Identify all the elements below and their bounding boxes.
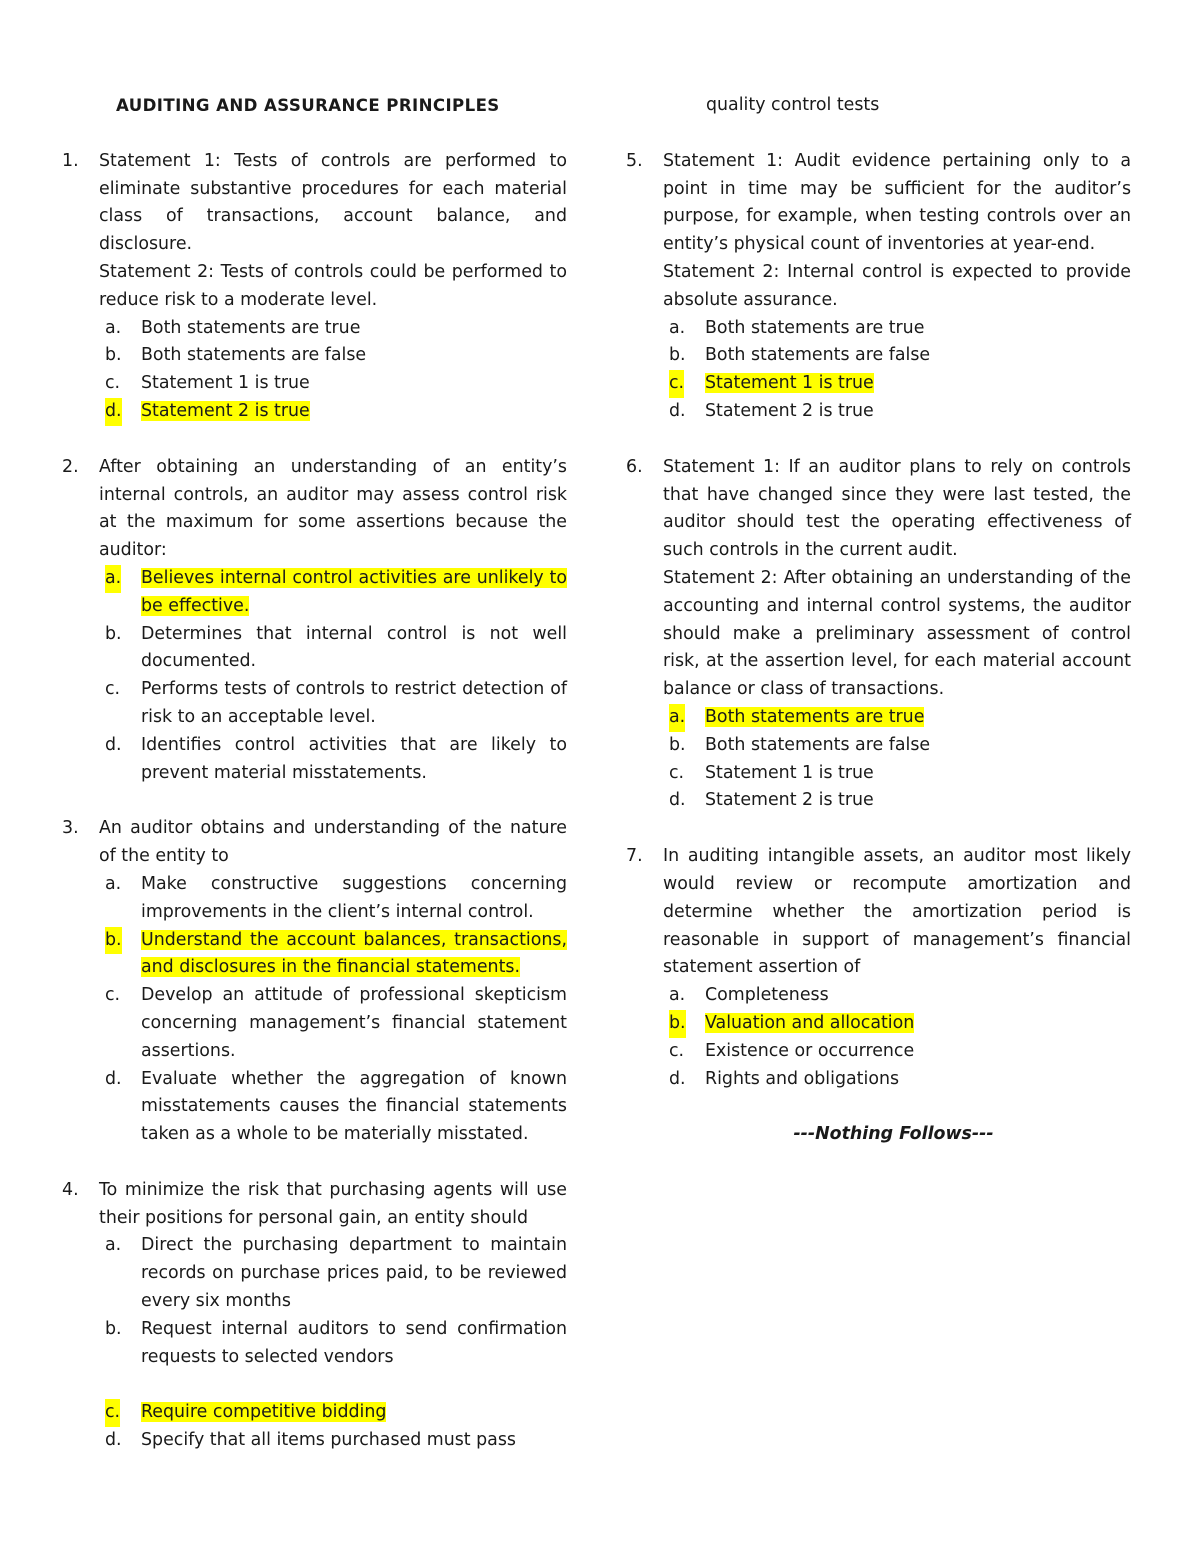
- option-text: Both statements are true: [141, 317, 361, 338]
- option-text: Both statements are false: [141, 345, 367, 366]
- option-b: [99, 1316, 567, 1372]
- question-statement-2: Statement 2: After obtaining an understanding of the accounting and internal control systems, the auditor should make a preliminary assessment of control risk, at the assertion level, for each material account balance or class of transactions.: [663, 567, 1131, 700]
- option-letter: d.: [105, 1068, 122, 1089]
- option-text: Make constructive suggestions concerning improvements in the client’s internal control.: [141, 873, 567, 922]
- option-letter: c.: [669, 762, 685, 783]
- options-list: [99, 1232, 567, 1454]
- question-statement-1: Statement 1: Audit evidence pertaining only to a point in time may be sufficient for the auditor’s purpose, for example, when testing controls over an entity’s physical count of inventories at year-end.: [663, 150, 1131, 255]
- option-c: [663, 760, 1131, 788]
- option-text: Statement 2 is true: [141, 400, 310, 421]
- option-text: Statement 2 is true: [705, 790, 874, 811]
- option-d: [99, 1066, 567, 1149]
- option-letter: d.: [105, 398, 122, 426]
- option-text: Statement 1 is true: [141, 373, 310, 394]
- option-text: Statement 1 is true: [705, 762, 874, 783]
- option-text: Require competitive bidding: [141, 1402, 387, 1423]
- option-text: Both statements are true: [705, 317, 925, 338]
- option-b: [99, 342, 567, 370]
- option-letter: c.: [105, 679, 121, 700]
- question-2: [62, 454, 567, 788]
- option-text: Determines that internal control is not well documented.: [141, 623, 567, 672]
- option-letter: b.: [669, 734, 686, 755]
- option-c: [99, 982, 567, 1065]
- question-number: 5.: [626, 150, 643, 171]
- option-letter: c.: [669, 1040, 685, 1061]
- question-statement-2: Statement 2: Internal control is expected to provide absolute assurance.: [663, 261, 1131, 310]
- options-list: [663, 315, 1131, 426]
- question-6: [626, 454, 1131, 815]
- option-letter: a.: [105, 1235, 122, 1256]
- option-text: Direct the purchasing department to maintain records on purchase prices paid, to be reviewed every six months: [141, 1235, 567, 1312]
- option-b: [663, 342, 1131, 370]
- option-a-highlighted: [663, 704, 1131, 732]
- question-number: 3.: [62, 818, 79, 839]
- option-b-highlighted: [99, 927, 567, 983]
- option-text: Specify that all items purchased must pass: [141, 1430, 516, 1451]
- question-5: [626, 148, 1131, 426]
- options-list: [99, 315, 567, 426]
- option-letter: c.: [105, 373, 121, 394]
- option-text: Understand the account balances, transactions, and disclosures in the financial statements.: [141, 929, 567, 978]
- option-d: [663, 787, 1131, 815]
- right-column: [626, 92, 1131, 1149]
- option-text: Existence or occurrence: [705, 1040, 915, 1061]
- option-c: [99, 676, 567, 732]
- question-number: 2.: [62, 456, 79, 477]
- option-a: [99, 1232, 567, 1315]
- option-c: [99, 370, 567, 398]
- option-d: [99, 732, 567, 788]
- option-text: Completeness: [705, 985, 829, 1006]
- option-text: Develop an attitude of professional skepticism concerning management’s financial statement assertions.: [141, 985, 567, 1061]
- option-a: [99, 315, 567, 343]
- option-letter: d.: [105, 734, 122, 755]
- options-list: [663, 704, 1131, 815]
- question-statement-1: Statement 1: Tests of controls are performed to eliminate substantive procedures for each material class of transactions, account balance, and disclosure.: [99, 150, 567, 255]
- option-d: [663, 1066, 1131, 1094]
- option-text: Statement 1 is true: [705, 373, 874, 394]
- question-statement-1: Statement 1: If an auditor plans to rely on controls that have changed since they were last tested, the auditor should test the operating effectiveness of such controls in the current audit.: [663, 456, 1131, 561]
- option-letter: b.: [669, 345, 686, 366]
- option-text: Both statements are false: [705, 734, 931, 755]
- option-letter: c.: [669, 370, 684, 398]
- continued-option-text: quality control tests: [706, 95, 880, 115]
- option-letter: a.: [669, 317, 686, 338]
- option-text: Valuation and allocation: [705, 1012, 915, 1033]
- option-letter: b.: [105, 927, 122, 955]
- option-letter: d.: [669, 400, 686, 421]
- option-d: [663, 398, 1131, 426]
- option-letter: b.: [669, 1010, 686, 1038]
- question-number: 7.: [626, 846, 643, 867]
- document-title: AUDITING AND ASSURANCE PRINCIPLES: [116, 96, 500, 115]
- question-text: An auditor obtains and understanding of the nature of the entity to: [99, 818, 567, 867]
- option-letter: a.: [105, 873, 122, 894]
- option-c: [663, 1038, 1131, 1066]
- option-text: Statement 2 is true: [705, 400, 874, 421]
- question-number: 6.: [626, 456, 643, 477]
- options-list: [663, 982, 1131, 1093]
- option-letter: d.: [669, 790, 686, 811]
- option-letter: a.: [669, 704, 685, 732]
- option-letter: b.: [105, 1318, 122, 1339]
- option-letter: a.: [669, 985, 686, 1006]
- option-a-highlighted: [99, 565, 567, 621]
- question-text: To minimize the risk that purchasing agents will use their positions for personal gain, an entity should: [99, 1179, 567, 1228]
- question-3: [62, 815, 567, 1149]
- option-b-highlighted: [663, 1010, 1131, 1038]
- option-d: [99, 1427, 567, 1455]
- left-column: [62, 92, 567, 1483]
- option-text: Both statements are false: [705, 345, 931, 366]
- option-text: Evaluate whether the aggregation of known misstatements causes the financial statements taken as a whole to be materially misstated.: [141, 1068, 567, 1145]
- question-text: After obtaining an understanding of an entity’s internal controls, an auditor may assess control risk at the maximum for some assertions because the auditor:: [99, 456, 567, 561]
- option-c-highlighted: [663, 370, 1131, 398]
- option-d-highlighted: [99, 398, 567, 426]
- option-letter: d.: [105, 1430, 122, 1451]
- option-b: [99, 621, 567, 677]
- option-text: Rights and obligations: [705, 1068, 900, 1089]
- option-letter: a.: [105, 565, 121, 593]
- question-number: 4.: [62, 1179, 79, 1200]
- options-list: [99, 565, 567, 787]
- option-text: Both statements are true: [705, 706, 925, 727]
- option-text: Believes internal control activities are unlikely to be effective.: [141, 567, 567, 616]
- option-b: [663, 732, 1131, 760]
- options-list: [99, 871, 567, 1149]
- question-4: [62, 1177, 567, 1455]
- nothing-follows-footer: ---Nothing Follows---: [793, 1124, 994, 1145]
- option-letter: c.: [105, 985, 121, 1006]
- question-1: [62, 148, 567, 426]
- option-a: [99, 871, 567, 927]
- question-text: In auditing intangible assets, an auditor most likely would review or recompute amortization and determine whether the amortization period is reasonable in support of management’s financial statement assertion of: [663, 846, 1131, 978]
- option-letter: a.: [105, 317, 122, 338]
- option-letter: c.: [105, 1399, 120, 1427]
- option-text: Identifies control activities that are likely to prevent material misstatements.: [141, 734, 567, 783]
- option-a: [663, 315, 1131, 343]
- option-letter: b.: [105, 345, 122, 366]
- question-number: 1.: [62, 150, 79, 171]
- option-letter: d.: [669, 1068, 686, 1089]
- option-text: Request internal auditors to send confirmation requests to selected vendors: [141, 1318, 567, 1367]
- question-statement-2: Statement 2: Tests of controls could be performed to reduce risk to a moderate level.: [99, 261, 567, 310]
- option-letter: b.: [105, 623, 122, 644]
- question-7: [626, 843, 1131, 1093]
- blank-line: [99, 1371, 567, 1399]
- option-a: [663, 982, 1131, 1010]
- option-text: Performs tests of controls to restrict detection of risk to an acceptable level.: [141, 679, 567, 727]
- option-c-highlighted: [99, 1399, 567, 1427]
